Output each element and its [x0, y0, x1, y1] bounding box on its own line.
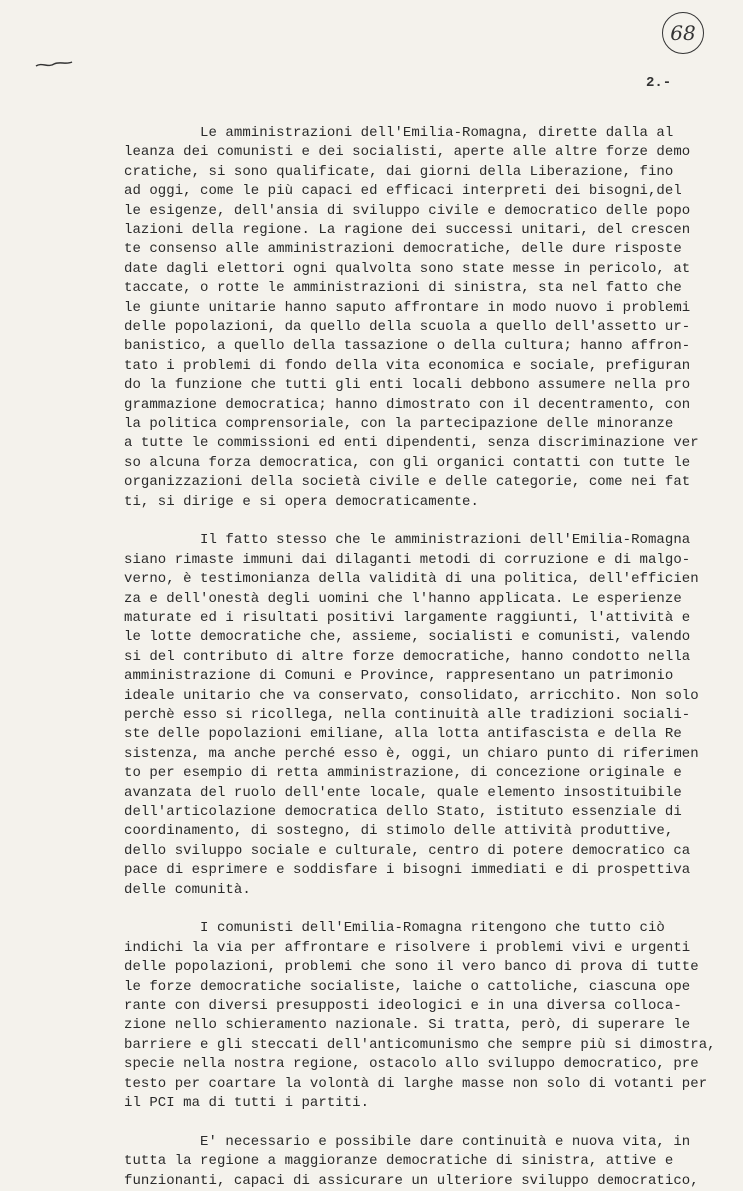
text-line: delle comunità. — [124, 881, 251, 898]
text-line: specie nella nostra regione, ostacolo allo sviluppo democratico, pre — [124, 1056, 699, 1073]
text-line: coordinamento, di sostegno, di stimolo delle attività produttive, — [124, 823, 674, 840]
text-line: barriere e gli steccati dell'anticomunismo che sempre più si dimostra, — [124, 1036, 716, 1053]
text-line: la politica comprensoriale, con la partecipazione delle minoranze — [124, 416, 674, 432]
text-line: le giunte unitarie hanno saputo affrontare in modo nuovo i problemi — [124, 299, 691, 316]
text-line: testo per coartare la volontà di larghe masse non solo di votanti per — [124, 1075, 708, 1092]
text-line: delle popolazioni, da quello della scuola a quello dell'assetto ur- — [124, 319, 691, 335]
text-line: I comunisti dell'Emilia-Romagna ritengono che tutto ciò — [124, 920, 665, 937]
text-line: il PCI ma di tutti i partiti. — [124, 1095, 370, 1111]
text-line: tutta la regione a maggioranze democratiche di sinistra, attive e — [124, 1153, 674, 1170]
text-line: to per esempio di retta amministrazione, di concezione originale e — [124, 765, 682, 782]
text-line: lazioni della regione. La ragione dei successi unitari, del crescen — [124, 222, 691, 238]
text-line: siano rimaste immuni dai dilaganti metodi di corruzione e di malgo- — [124, 551, 691, 568]
text-line: si del contributo di altre forze democratiche, hanno condotto nella — [124, 648, 691, 665]
text-line: date dagli elettori ogni qualvolta sono state messe in pericolo, at — [124, 260, 691, 277]
text-line: le forze democratiche socialiste, laiche o cattoliche, ciascuna ope — [124, 978, 691, 995]
text-line: maturate ed i risultati positivi largamente raggiunti, l'attività e — [124, 610, 691, 626]
text-line: do la funzione che tutti gli enti locali debbono assumere nella pro — [124, 377, 691, 394]
text-line: za e dell'onestà degli uomini che l'hanno applicata. Le esperienze — [124, 590, 682, 607]
text-line: dell'articolazione democratica dello Stato, istituto essenziale di — [124, 804, 682, 820]
text-line: rante con diversi presupposti ideologici e in una diversa colloca- — [124, 998, 682, 1014]
text-line: ti, si dirige e si opera democraticamente. — [124, 493, 479, 510]
text-line: so alcuna forza democratica, con gli organici contatti con tutte le — [124, 454, 691, 471]
text-line: Il fatto stesso che le amministrazioni dell'Emilia-Romagna — [124, 532, 691, 549]
text-line: le esigenze, dell'ansia di sviluppo civile e democratico delle popo — [124, 202, 691, 219]
text-line: ideale unitario che va conservato, consolidato, arricchito. Non solo — [124, 687, 699, 704]
text-line: funzionanti, capaci di assicurare un ulteriore sviluppo democratico, — [124, 1172, 699, 1189]
text-line: avanzata del ruolo dell'ente locale, quale elemento insostituibile — [124, 784, 682, 801]
text-line: perchè esso si ricollega, nella continuità alle tradizioni sociali- — [124, 707, 691, 723]
text-line: E' necessario e possibile dare continuità e nuova vita, in — [124, 1133, 691, 1150]
text-line: banistico, a quello della tassazione o della cultura; hanno affron- — [124, 338, 691, 355]
text-line: zione nello schieramento nazionale. Si tratta, però, di superare le — [124, 1017, 691, 1034]
text-line: le lotte democratiche che, assieme, socialisti e comunisti, valendo — [124, 629, 691, 646]
archive-number-stamp: 68 — [662, 12, 704, 54]
text-line: cratiche, si sono qualificate, dai giorni della Liberazione, fino — [124, 163, 674, 180]
text-line: Le amministrazioni dell'Emilia-Romagna, dirette dalla al — [124, 125, 674, 141]
text-line: ste delle popolazioni emiliane, alla lotta antifascista e della Re — [124, 726, 682, 743]
page-number: 2.- — [646, 75, 672, 91]
text-line: verno, è testimonianza della validità di una politica, dell'efficien — [124, 571, 699, 588]
text-line: grammazione democratica; hanno dimostrato con il decentramento, con — [124, 396, 691, 413]
text-line: organizzazioni della società civile e delle categorie, come nei fat — [124, 474, 691, 491]
text-line: indichi la via per affrontare e risolvere i problemi vivi e urgenti — [124, 939, 691, 956]
text-line: leanza dei comunisti e dei socialisti, aperte alle altre forze demo — [124, 144, 691, 161]
text-line: ad oggi, come le più capaci ed efficaci interpreti dei bisogni,del — [124, 183, 682, 200]
text-line: sistenza, ma anche perché esso è, oggi, un chiaro punto di riferimen — [124, 745, 699, 762]
text-line: delle popolazioni, problemi che sono il vero banco di prova di tutte — [124, 959, 699, 976]
text-line: pace di esprimere e soddisfare i bisogni immediati e di prospettiva — [124, 862, 691, 879]
text-line: te consenso alle amministrazioni democratiche, delle dure risposte — [124, 241, 682, 258]
text-line: dello sviluppo sociale e culturale, centro di potere democratico ca — [124, 842, 691, 859]
text-line: tato i problemi di fondo della vita economica e sociale, prefiguran — [124, 357, 691, 374]
text-line: amministrazione di Comuni e Province, rappresentano un patrimonio — [124, 668, 674, 685]
text-line: a tutte le commissioni ed enti dipendenti, senza discriminazione ver — [124, 435, 699, 452]
text-line: taccate, o rotte le amministrazioni di sinistra, sta nel fatto che — [124, 280, 682, 297]
